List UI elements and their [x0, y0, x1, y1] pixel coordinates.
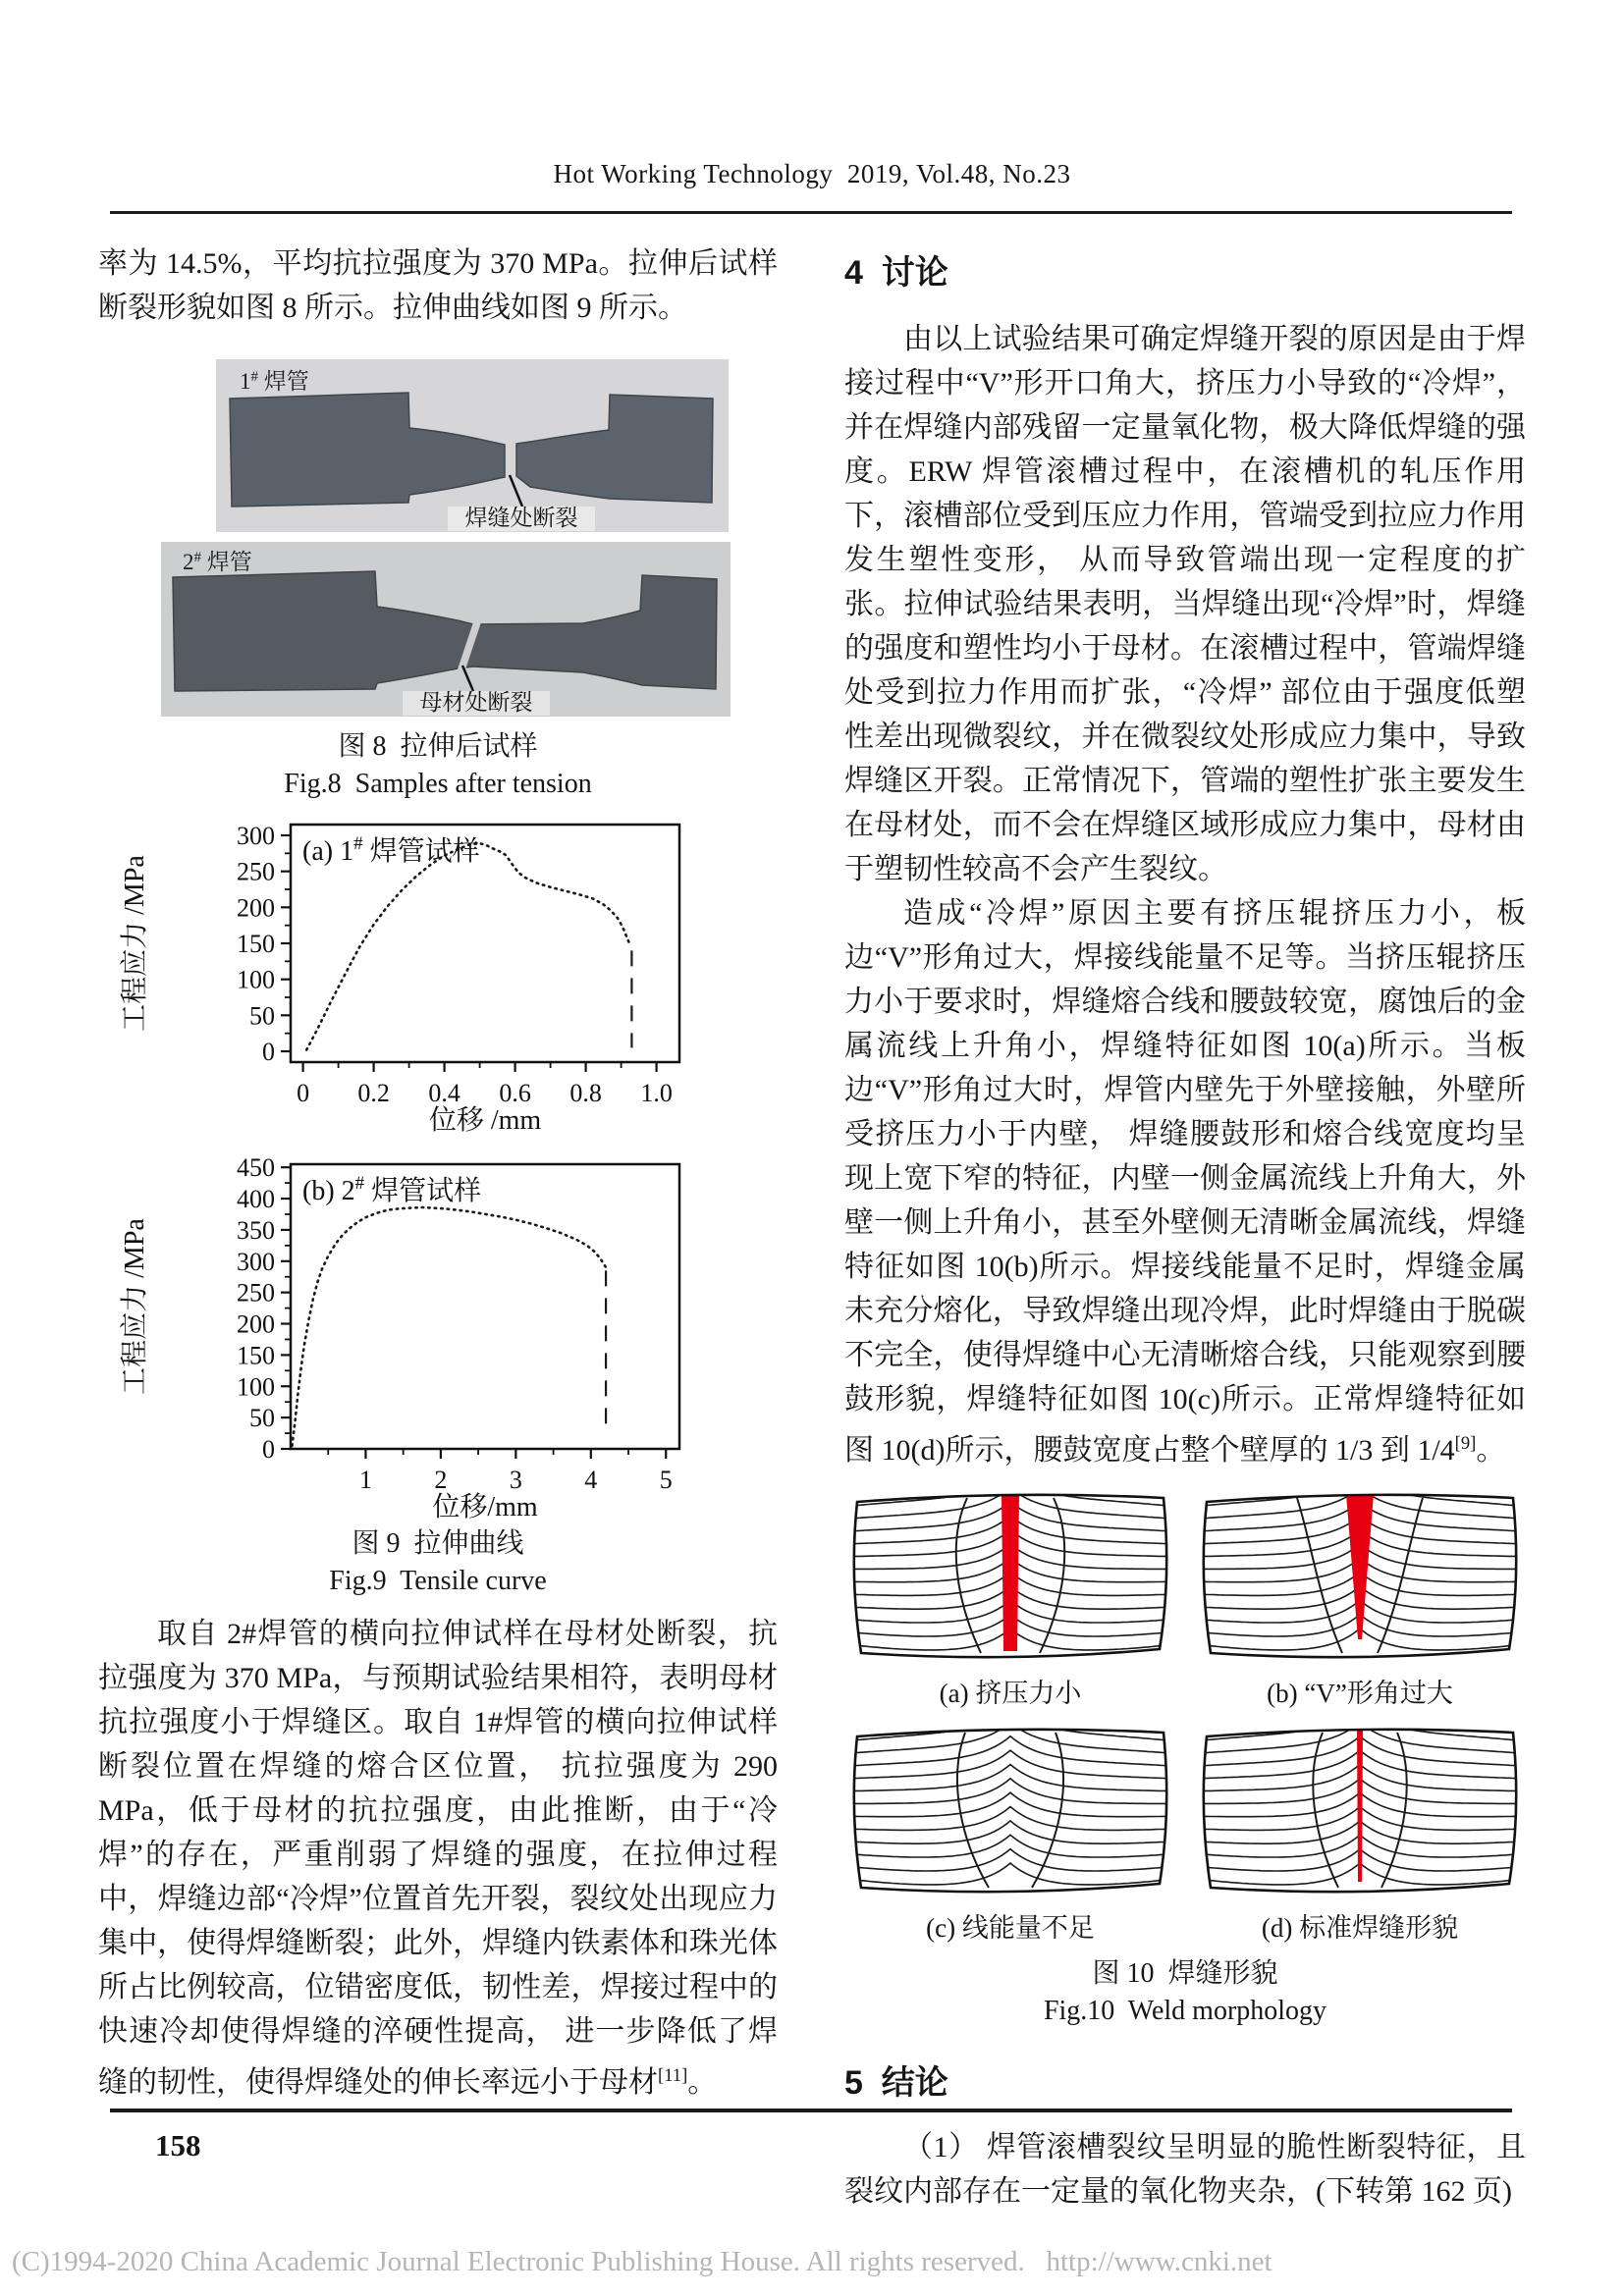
body-paragraph: 率为 14.5%，平均抗拉强度为 370 MPa。拉伸后试样断裂形貌如图 8 所示。拉伸曲线如图 9 所示。	[98, 247, 778, 324]
weld-diagram-b	[1197, 1486, 1523, 1667]
weld-diagram-d	[1197, 1721, 1523, 1901]
panel-c-caption: (c) 线能量不足	[926, 1913, 1095, 1943]
svg-text:150: 150	[237, 1341, 275, 1370]
figure10-caption-en: Fig.10 Weld morphology	[1043, 1996, 1327, 2026]
body-paragraph: （1） 焊管滚槽裂纹呈明显的脆性断裂特征，且裂纹内部存在一定量的氧化物夹杂，(下转第 162 页)	[844, 2131, 1526, 2208]
body-paragraph: 造成“冷焊”原因主要有挤压辊挤压力小，板边“V”形角过大，焊接线能量不足等。当挤压辊挤压力小于要求时，焊缝熔合线和腰鼓较宽，腐蚀后的金属流线上升角小，焊缝特征如图 10(a)所示。当板边“V”形角过大时，焊管内壁先于外壁接触，外壁所受挤压力小于内壁， 焊缝腰鼓形和熔合线宽度均呈现上宽下窄的特征，内壁一侧金属流线上升角大，外壁一侧上升角小，甚至外壁侧无清晰金属流线，焊缝特征如图 10(b)所示。焊接线能量不足时，焊缝金属未充分熔化，导致焊缝出现冷焊，此时焊缝由于脱碳不完全，使得焊缝中心无清晰熔合线，只能观察到腰鼓形貌，焊缝特征如图 10(c)所示。正常焊缝特征如图 10(d)所示，腰鼓宽度占整个壁厚的 1/3 到 1/4[9]。	[844, 897, 1526, 1467]
svg-text:2: 2	[434, 1466, 448, 1494]
weld-panel-a	[847, 1486, 1173, 1711]
svg-text:450: 450	[237, 1153, 275, 1183]
svg-text:4: 4	[584, 1466, 598, 1494]
figure9	[98, 815, 778, 1600]
figure8-photo2-tensile-specimen	[161, 542, 731, 717]
svg-text:0.6: 0.6	[499, 1079, 531, 1107]
weld-diagram-a	[847, 1486, 1173, 1667]
svg-text:250: 250	[237, 1278, 275, 1308]
svg-text:0.4: 0.4	[428, 1079, 460, 1107]
svg-text:350: 350	[237, 1215, 275, 1245]
figure8-photo1-tensile-specimen	[216, 359, 729, 532]
left-column	[98, 241, 778, 2105]
svg-text:300: 300	[237, 1247, 275, 1276]
specimen1-label: 1# 焊管	[240, 369, 309, 394]
specimen2-label: 2# 焊管	[183, 550, 252, 574]
figure10-caption-cn: 图 10 焊缝形貌	[1092, 1958, 1278, 1989]
body-paragraph: 由以上试验结果可确定焊缝开裂的原因是由于焊接过程中“V”形开口角大，挤压力小导致的“冷焊”，并在焊缝内部残留一定量氧化物，极大降低焊缝的强度。ERW 焊管滚槽过程中，在滚槽机的轧压作用下，滚槽部位受到压应力作用，管端受到拉应力作用发生塑性变形， 从而导致管端出现一定程度的扩张。拉伸试验结果表明，当焊缝出现“冷焊”时，焊缝的强度和塑性均小于母材。在滚槽过程中，管端焊缝处受到拉力作用而扩张，“冷焊” 部位由于强度低塑性差出现微裂纹，并在微裂纹处形成应力集中，导致焊缝区开裂。正常情况下，管端的塑性扩张主要发生在母材处，而不会在焊缝区域形成应力集中，母材由于塑韧性较高不会产生裂纹。	[844, 323, 1526, 885]
weld-morphology-panel-grid	[844, 1486, 1526, 1946]
svg-text:工程应力 /MPa: 工程应力 /MPa	[120, 855, 150, 1032]
svg-text:100: 100	[237, 965, 275, 994]
section-heading-discussion: 4 讨论	[844, 254, 948, 292]
figure8	[98, 359, 778, 803]
svg-text:(b) 2# 焊管试样: (b) 2# 焊管试样	[302, 1173, 482, 1206]
svg-text:250: 250	[237, 857, 275, 886]
figure9-caption-cn: 图 9 拉伸曲线	[352, 1528, 524, 1559]
figure9-caption-en: Fig.9 Tensile curve	[329, 1566, 547, 1596]
figure10	[844, 1486, 1526, 2030]
svg-text:3: 3	[509, 1466, 522, 1494]
page-number: 158	[155, 2128, 201, 2163]
svg-text:工程应力 /MPa: 工程应力 /MPa	[120, 1218, 150, 1395]
panel-d-caption: (d) 标准焊缝形貌	[1261, 1913, 1459, 1943]
svg-text:位移 /mm: 位移 /mm	[428, 1105, 542, 1136]
section-heading-conclusion: 5 结论	[844, 2064, 948, 2102]
weld-panel-c	[847, 1721, 1173, 1946]
svg-text:0: 0	[297, 1079, 310, 1107]
weld-panel-d	[1197, 1721, 1523, 1946]
svg-text:(a) 1# 焊管试样: (a) 1# 焊管试样	[302, 833, 480, 867]
svg-text:0: 0	[262, 1038, 275, 1066]
svg-text:50: 50	[249, 1001, 275, 1031]
svg-text:50: 50	[249, 1404, 275, 1433]
figure8-caption-cn: 图 8 拉伸后试样	[338, 731, 538, 762]
svg-text:位移/mm: 位移/mm	[432, 1492, 538, 1522]
svg-text:200: 200	[237, 893, 275, 923]
svg-text:0: 0	[262, 1435, 275, 1464]
fracture-annotation: 母材处断裂	[419, 690, 533, 715]
reference-superscript: [9]	[1454, 1433, 1477, 1454]
svg-text:150: 150	[237, 930, 275, 958]
figure8-caption-en: Fig.8 Samples after tension	[284, 769, 592, 799]
svg-text:1.0: 1.0	[640, 1079, 673, 1107]
svg-text:1: 1	[358, 1466, 372, 1494]
reference-superscript: [11]	[658, 2065, 688, 2086]
tensile-curve-chart-a	[98, 815, 727, 1141]
panel-b-caption: (b) “V”形角过大	[1267, 1679, 1453, 1708]
svg-text:0.8: 0.8	[569, 1079, 602, 1107]
weld-panel-b	[1197, 1486, 1523, 1711]
svg-text:200: 200	[237, 1309, 275, 1339]
svg-text:0.2: 0.2	[357, 1079, 390, 1107]
fracture-annotation: 焊缝处断裂	[464, 506, 578, 530]
body-paragraph: 取自 2#焊管的横向拉伸试样在母材处断裂，抗拉强度为 370 MPa，与预期试验结果相符，表明母材抗拉强度小于焊缝区。取自 1#焊管的横向拉伸试样断裂位置在焊缝的熔合区位置， 抗拉强度为 290 MPa，低于母材的抗拉强度，由此推断，由于“冷焊”的存在，严重削弱了焊缝的强度，在拉伸过程中，焊缝边部“冷焊”位置首先开裂，裂纹处出现应力集中，使得焊缝断裂；此外，焊缝内铁素体和珠光体所占比例较高，位错密度低，韧性差，焊接过程中的快速冷却使得焊缝的淬硬性提高， 进一步降低了焊缝的韧性，使得焊缝处的伸长率远小于母材[11]。	[98, 1618, 778, 2099]
svg-text:300: 300	[237, 822, 275, 850]
right-column	[844, 241, 1526, 2214]
weld-diagram-c	[847, 1721, 1173, 1901]
footer-rule	[110, 2109, 1512, 2112]
tensile-curve-chart-b	[98, 1152, 727, 1523]
copyright-watermark: (C)1994-2020 China Academic Journal Electronic Publishing House. All rights reserved. http://www.cnki.net	[12, 2246, 1272, 2277]
svg-text:5: 5	[659, 1466, 673, 1494]
svg-text:100: 100	[237, 1372, 275, 1402]
panel-a-caption: (a) 挤压力小	[939, 1679, 1082, 1708]
header-rule	[110, 211, 1512, 214]
svg-text:400: 400	[237, 1185, 275, 1214]
journal-header: Hot Working Technology 2019, Vol.48, No.23	[553, 159, 1071, 188]
